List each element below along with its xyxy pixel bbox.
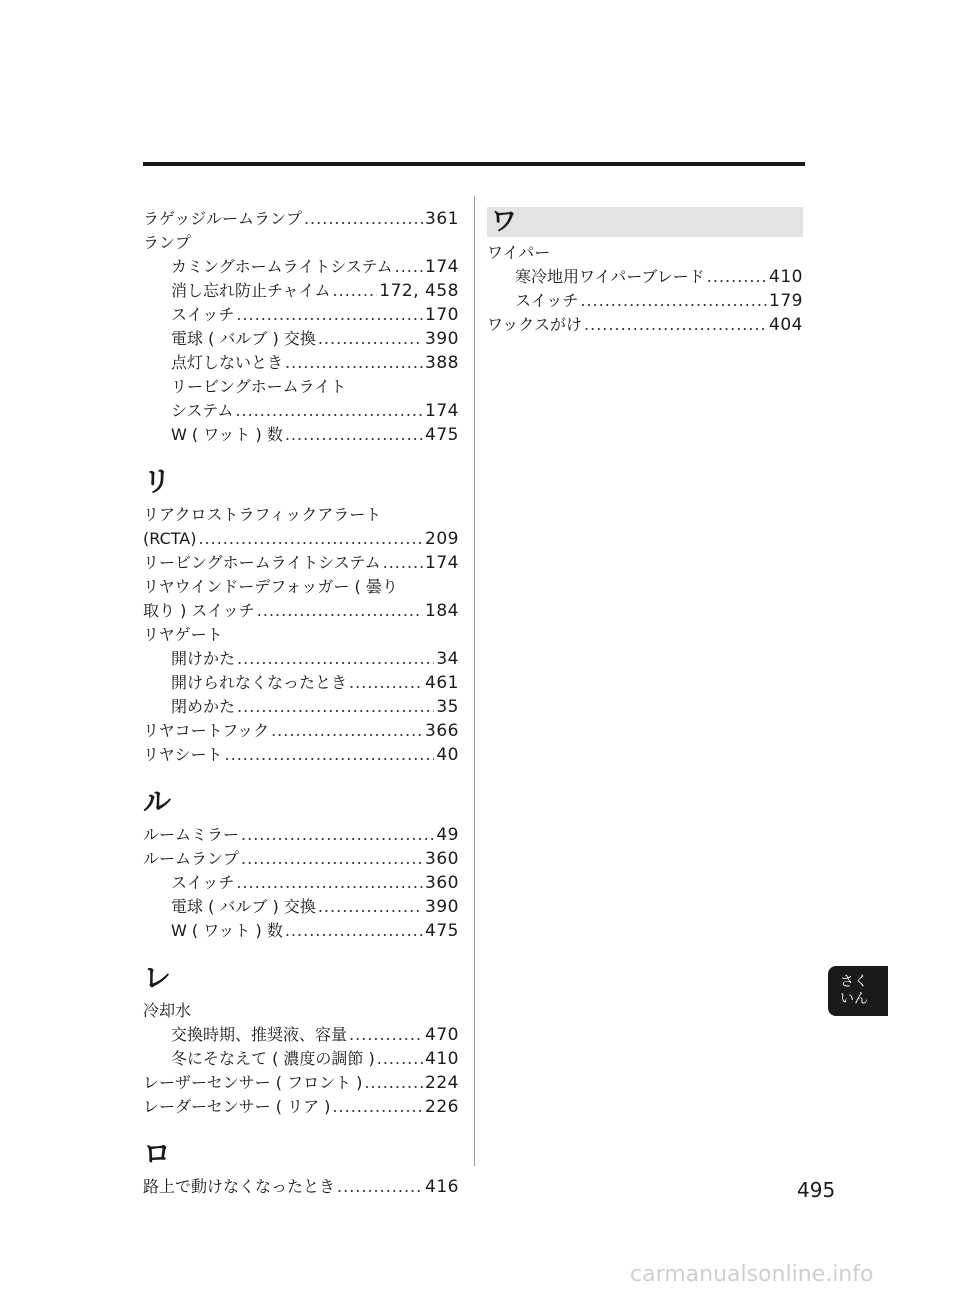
entry-label: リヤコートフック (143, 721, 270, 740)
dot-leader (584, 313, 767, 337)
entry-label: リヤシート (143, 745, 223, 764)
index-subentry (143, 351, 459, 375)
index-subentry (143, 375, 459, 399)
entry-page-ref[interactable]: 404 (769, 315, 803, 335)
entry-page-ref[interactable]: 360 (425, 873, 459, 893)
entry-label: 開けられなくなったとき (171, 673, 348, 692)
index-subentry (143, 423, 459, 447)
dot-leader (337, 1175, 423, 1199)
entry-page-ref[interactable]: 390 (425, 329, 459, 349)
entry-label: レーザーセンサー ( フロント ) (143, 1073, 363, 1092)
entry-label: ワックスがけ (487, 315, 583, 334)
side-tab-line-2: いん (840, 991, 868, 1007)
dot-leader (236, 871, 423, 895)
entry-page-ref[interactable]: 361 (425, 209, 459, 229)
entry-label: リヤゲート (143, 625, 223, 644)
index-subentry (143, 399, 459, 423)
entry-label: ワイパー (487, 243, 551, 262)
entry-label: レーダーセンサー ( リア ) (143, 1097, 331, 1116)
entry-label: ランプ (143, 233, 192, 252)
index-entry (143, 1095, 459, 1119)
entry-label: (RCTA) (143, 529, 197, 548)
index-subentry (143, 279, 459, 303)
entry-page-ref[interactable]: 475 (425, 425, 459, 445)
dot-leader (318, 895, 423, 919)
index-entry (143, 599, 459, 623)
index-side-tab[interactable] (828, 966, 888, 1016)
dot-leader (241, 823, 434, 847)
section-heading: ワ (487, 207, 803, 237)
entry-page-ref[interactable]: 170 (425, 305, 459, 325)
entry-page-ref[interactable]: 224 (425, 1073, 459, 1093)
dot-leader (241, 847, 423, 871)
entry-label: スイッチ (171, 305, 235, 324)
entry-label: カミングホームライトシステム (171, 257, 393, 276)
entry-label: スイッチ (171, 873, 235, 892)
index-entry (143, 207, 459, 231)
entry-label: システム (171, 401, 234, 420)
entry-label: 取り ) スイッチ (143, 601, 255, 620)
index-subentry (487, 265, 803, 289)
entry-page-ref[interactable]: 360 (425, 849, 459, 869)
index-entry (143, 823, 459, 847)
entry-page-ref[interactable]: 475 (425, 921, 459, 941)
index-entry (143, 847, 459, 871)
index-subentry (143, 871, 459, 895)
entry-page-ref[interactable]: 366 (425, 721, 459, 741)
entry-page-ref[interactable]: 410 (425, 1049, 459, 1069)
dot-leader (285, 351, 423, 375)
entry-page-ref[interactable]: 179 (769, 291, 803, 311)
entry-label: リービングホームライトシステム (143, 553, 381, 572)
left-column (143, 207, 459, 1199)
entry-page-ref[interactable]: 49 (436, 825, 459, 845)
entry-label: 交換時期、推奨液、容量 (171, 1025, 348, 1044)
dot-leader (304, 207, 423, 231)
index-entry (143, 743, 459, 767)
entry-page-ref[interactable]: 388 (425, 353, 459, 373)
section-heading: ル (143, 785, 172, 818)
dot-leader (383, 551, 423, 575)
dot-leader (237, 695, 434, 719)
index-subentry (143, 1047, 459, 1071)
section-heading: レ (143, 961, 172, 994)
index-entry (143, 527, 459, 551)
side-tab-line-1: さく (840, 974, 868, 990)
dot-leader (318, 327, 423, 351)
index-subentry (143, 695, 459, 719)
dot-leader (349, 1023, 423, 1047)
dot-leader (235, 399, 423, 423)
entry-label: 寒冷地用ワイパーブレード (515, 267, 705, 286)
index-entry (143, 575, 459, 599)
left-intro-entries (143, 207, 459, 447)
index-subentry (143, 327, 459, 351)
index-subentry (143, 919, 459, 943)
entry-page-ref[interactable]: 416 (425, 1177, 459, 1197)
entry-page-ref[interactable]: 461 (425, 673, 459, 693)
index-entry (143, 999, 459, 1023)
index-entry (143, 231, 459, 255)
section-heading: リ (143, 465, 172, 498)
entry-page-ref[interactable]: 410 (769, 267, 803, 287)
entry-label: 開けかた (171, 649, 236, 668)
index-entry (143, 719, 459, 743)
dot-leader (395, 255, 423, 279)
dot-leader (332, 1095, 423, 1119)
entry-page-ref[interactable]: 35 (436, 697, 459, 717)
right-sections (487, 207, 803, 337)
entry-label: スイッチ (515, 291, 579, 310)
dot-leader (364, 1071, 423, 1095)
dot-leader (580, 289, 767, 313)
dot-leader (285, 919, 423, 943)
index-subentry (143, 671, 459, 695)
dot-leader (225, 743, 435, 767)
entry-label: 電球 ( バルブ ) 交換 (171, 329, 316, 348)
entry-page-ref[interactable]: 34 (436, 649, 459, 669)
entry-page-ref[interactable]: 40 (436, 745, 459, 765)
entry-label: リヤウインドーデフォッガー ( 曇り (143, 577, 398, 596)
entry-label: ラゲッジルームランプ (143, 209, 302, 228)
entry-page-ref[interactable]: 172, 458 (379, 281, 459, 301)
index-entry (143, 1175, 459, 1199)
entry-label: 点灯しないとき (171, 353, 284, 372)
index-entry (487, 241, 803, 265)
entry-label: リアクロストラフィックアラート (143, 505, 382, 524)
index-subentry (143, 1023, 459, 1047)
right-column (487, 207, 803, 337)
entry-page-ref[interactable]: 174 (425, 257, 459, 277)
entry-label: 電球 ( バルブ ) 交換 (171, 897, 316, 916)
dot-leader (333, 279, 378, 303)
dot-leader (285, 423, 423, 447)
dot-leader (707, 265, 767, 289)
entry-label: リービングホームライト (171, 377, 347, 396)
top-rule (143, 162, 805, 166)
entry-label: ルームランプ (143, 849, 240, 868)
dot-leader (236, 303, 423, 327)
entry-label: 消し忘れ防止チャイム (171, 281, 331, 300)
dot-leader (198, 527, 423, 551)
page-number: 495 (797, 1178, 836, 1202)
entry-page-ref[interactable]: 184 (425, 601, 459, 621)
entry-label: 冷却水 (143, 1001, 192, 1020)
entry-page-ref[interactable]: 390 (425, 897, 459, 917)
left-sections (143, 461, 459, 1199)
dot-leader (257, 599, 423, 623)
entry-page-ref[interactable]: 174 (425, 553, 459, 573)
entry-label: 路上で動けなくなったとき (143, 1177, 336, 1196)
dot-leader (237, 647, 434, 671)
entry-label: W ( ワット ) 数 (171, 425, 283, 444)
index-entry (143, 503, 459, 527)
index-entry (143, 623, 459, 647)
index-subentry (143, 895, 459, 919)
dot-leader (377, 1047, 423, 1071)
dot-leader (349, 671, 423, 695)
entry-label: ルームミラー (143, 825, 240, 844)
entry-page-ref[interactable]: 470 (425, 1025, 459, 1045)
entry-page-ref[interactable]: 209 (425, 529, 459, 549)
section-heading: ロ (143, 1137, 172, 1170)
entry-page-ref[interactable]: 174 (425, 401, 459, 421)
entry-label: 冬にそなえて ( 濃度の調節 ) (171, 1049, 375, 1068)
watermark: carmanualsonline.info (630, 1262, 874, 1287)
entry-label: W ( ワット ) 数 (171, 921, 283, 940)
index-entry (487, 313, 803, 337)
index-entry (143, 1071, 459, 1095)
index-subentry (143, 647, 459, 671)
entry-page-ref[interactable]: 226 (425, 1097, 459, 1117)
dot-leader (271, 719, 423, 743)
index-subentry (143, 255, 459, 279)
index-subentry (143, 303, 459, 327)
index-entry (143, 551, 459, 575)
index-subentry (487, 289, 803, 313)
column-divider (474, 196, 475, 1166)
entry-label: 閉めかた (171, 697, 236, 716)
